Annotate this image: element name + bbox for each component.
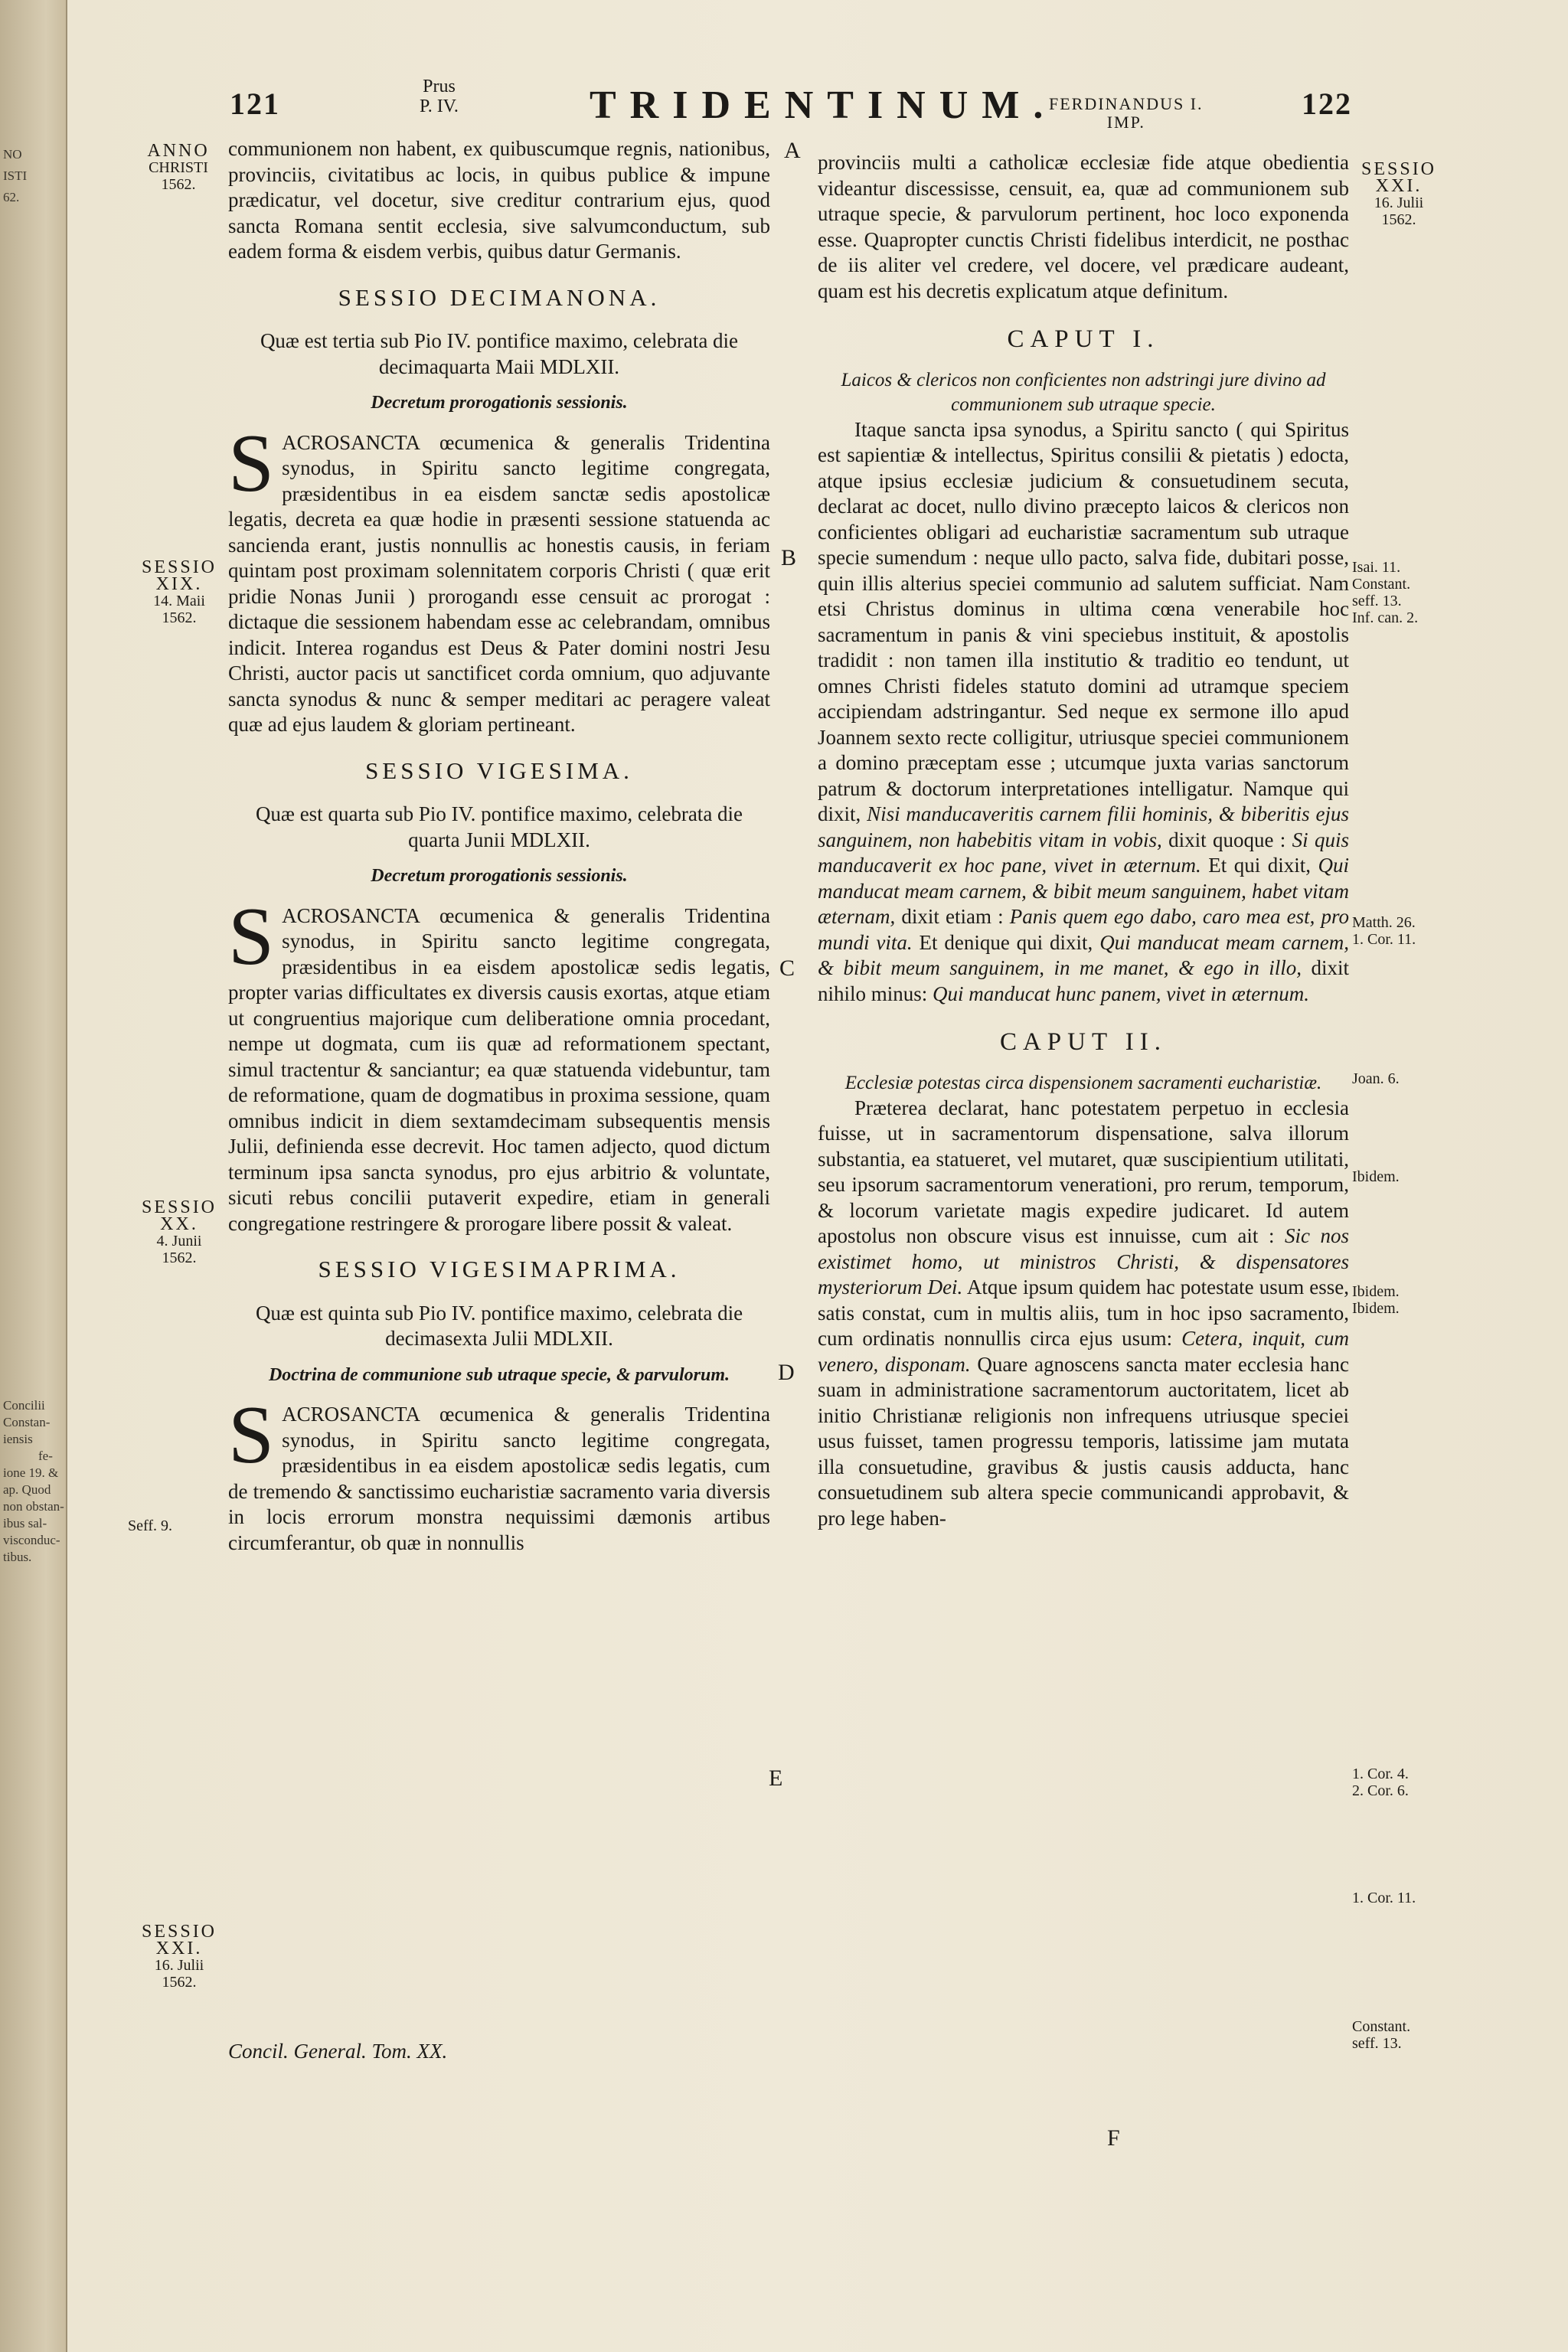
- note-line: Matth. 26.: [1352, 914, 1416, 931]
- note-line: XXI.: [1375, 176, 1423, 196]
- note-line: seff. 13.: [1352, 593, 1402, 609]
- session-19-body: ACROSANCTA œcumenica & generalis Tridentina synodus, in Spiritu sancto legitime congregata, præsidentibus in ea eisdem sanctæ sedis apostolicæ legatis, decreta ea quæ hodie in præsenti sessione statuenda ac sancienda erant, justis nonnullis ac honestis causis, in feriam quintam post proximam solennitatem corporis Christi ( quæ erit pridie Nonas Junii ) prorogandı esse censuit ac prorogat : dictaque die sessionem habendam esse ac celebrandam, omnibus indicit. Interea rogandus est Deus & Pater domini nostri Jesu Christi, auctor pacis ut sanctificet corda omnium, quo adjuvante sancta synodus & nunc & semper meditari ac peragere valeat quæ ad ejus laudem & gloriam pertineant.: [228, 430, 770, 736]
- session-19-text: [228, 417, 770, 738]
- note-line: ANNO: [147, 141, 210, 161]
- scripture-quote: Si quis manducaverit ex hoc pane, vivet in æternum.: [818, 828, 1350, 877]
- session-21-body: ACROSANCTA œcumenica & generalis Tridentina synodus, in Spiritu sancto legitime congregata, præsidentibus in ea eisdem apostolicæ sedis legatis, cum de tremendo & sanctissimo eucharistiæ sacramento varia diversis in locis errorum monstra nequissimi dæmonis artibus circumferantur, ob quæ in nonnullis: [228, 1403, 770, 1554]
- text-run: Et denique qui dixit,: [919, 930, 1093, 954]
- running-title: TRIDENTINUM.: [590, 83, 1057, 127]
- sessio-21-note: [132, 1923, 227, 1991]
- edge-text: 62.: [3, 190, 20, 204]
- edge-text: NO: [3, 147, 22, 162]
- ibidem-ref-note: Ibidem.: [1352, 1168, 1400, 1185]
- sess-9-note: Seff. 9.: [128, 1517, 172, 1534]
- ibidem-ref-note: [1352, 1283, 1444, 1317]
- note-line: XX.: [160, 1214, 198, 1234]
- scripture-quote: Cetera, inquit, cum venero, disponam.: [818, 1327, 1349, 1376]
- left-column: [228, 136, 770, 1556]
- edge-text: ibus sal-: [3, 1516, 47, 1530]
- session-19-decree-title: Decretum prorogationis sessionis.: [371, 393, 628, 413]
- section-letter-d: D: [778, 1360, 795, 1385]
- note-line: Ibidem.: [1352, 1283, 1400, 1300]
- joan-ref-note: Joan. 6.: [1352, 1070, 1400, 1087]
- text-run: Præterea declarat, hanc potestatem perpetuo in ecclesia fuisse, ut in sacramentorum dispensatione, salva illorum substantia, ea statueret, vel mutaret, quæ suscipientium utilitati, seu ipsorum sacramentorum venerationi, pro rerum, temporum, & locorum varietate magis expedire judicaret. Id autem apostolus non obscure visus est innuisse, cum ait :: [818, 1096, 1349, 1247]
- note-line: SESSIO: [141, 557, 217, 577]
- edge-text: visconduc-: [3, 1533, 60, 1547]
- right-running-sub: [1049, 95, 1204, 132]
- adjacent-page-edge: [0, 0, 67, 2352]
- note-line: 16. Julii: [1374, 194, 1424, 211]
- edge-text: ISTI: [3, 168, 28, 183]
- section-letter-b: B: [781, 545, 797, 570]
- edge-text: fe-: [38, 1449, 53, 1463]
- note-line: CHRISTI: [149, 159, 208, 176]
- section-letter-f: F: [1107, 2125, 1120, 2151]
- text-run: dixit nihilo minus:: [818, 956, 1350, 1005]
- note-line: 1562.: [161, 176, 196, 193]
- constant-ref-note: [1352, 2018, 1444, 2052]
- session-19-heading: SESSIO DECIMANONA.: [338, 283, 661, 311]
- note-line: Ibidem.: [1352, 1300, 1400, 1317]
- sessio-19-note: [132, 559, 227, 626]
- drop-cap: S: [228, 417, 275, 509]
- caput-1-text: [818, 417, 1349, 1008]
- edge-text: non obstan-: [3, 1499, 64, 1514]
- isai-ref-note: [1352, 559, 1444, 626]
- left-running-sub: [420, 77, 459, 116]
- caput-2-title: Ecclesiæ potestas circa dispensionem sacramenti eucharistiæ.: [844, 1072, 1322, 1093]
- right-intro-paragraph: provinciis multi a catholicæ ecclesiæ fide atque obedientia videantur discessisse, censuit, ea, quæ ad communionem sub utraque specie, & parvulorum pertinent, hoc loco exponenda esse. Quapropter cunctis Christi fidelibus interdicit, ne posthac de iis aliter vel credere, vel docere, vel prædicare audeant, quam est his decretis explicatum atque definitum.: [818, 151, 1349, 302]
- text-run: dixit etiam :: [901, 905, 1004, 928]
- section-letter-c: C: [779, 956, 795, 981]
- signature-line: Concil. General. Tom. XX.: [228, 2040, 448, 2063]
- text-run: dixit quoque :: [1168, 828, 1286, 851]
- left-sub-line: P. IV.: [420, 96, 459, 116]
- session-20-heading: SESSIO VIGESIMA.: [365, 756, 633, 784]
- session-21-subtitle: Quæ est quinta sub Pio IV. pontifice maximo, celebrata die decimasexta Julii MDLXII.: [255, 1301, 743, 1350]
- caput-1-title: Laicos & clericos non conficientes non adstringi jure divino ad communionem sub utraque specie.: [841, 369, 1326, 415]
- left-page-number: 121: [230, 87, 280, 121]
- caput-2-heading: CAPUT II.: [999, 1028, 1168, 1056]
- session-20-subtitle: Quæ est quarta sub Pio IV. pontifice maximo, celebrata die quarta Junii MDLXII.: [255, 802, 743, 851]
- cor-11-ref-note: 1. Cor. 11.: [1352, 1890, 1416, 1906]
- left-sub-line: Prus: [423, 77, 456, 96]
- text-run: Itaque sancta ipsa synodus, a Spiritu sancto ( qui Spiritus est sapientiæ & intellectus, Spiritus consilii & pietatis ) edocta, atque ipsius ecclesiæ judicium & consuetudinem secuta, declarat ac docet, nullo divino præcepto laicos & clericos non conficientes obligari ad eucharistiæ sacramentum sub utraque specie sumendum : neque ullo pacto, salva fide, dubitari posse, quin illis alterius speciei communio ad salutem sufficiat. Nam etsi Christus dominus in ultima cœna venerabile hoc sacramentum in panis & vini speciebus instituit, & apostolis tradidit : non tamen illa institutio & traditio eo tendunt, ut omnes Christi fideles statuto domini ad utramque speciem accipiendam adstringantur. Sed neque ex sermone illo apud Joannem sexto recte colligitur, utriusque speciei communionem a domino præceptam esse ; utcumque juxta varias sanctorum patrum & doctorum interpretationes intelligatur. Namque qui dixit,: [818, 417, 1349, 825]
- matth-ref-note: [1352, 914, 1444, 948]
- section-letter-a: A: [784, 138, 801, 163]
- text-run: Quare agnoscens sancta mater ecclesia hanc suam in administratione sacramentorum auctoritatem, licet ab initio Christianæ religionis non infrequens utriusque speciei usus fuisset, tamen progressu temporis, latissime jam mutata illa consuetudine, gravibus & justis causis adducta, hanc consuetudinem sub altera specie communicandi approbavit, & pro lege haben-: [818, 1352, 1350, 1530]
- session-20-body: ACROSANCTA œcumenica & generalis Tridentina synodus, in Spiritu sancto legitime congregata, præsidentibus in ea eisdem apostolicæ sedis legatis, propter varias difficultates ex diversis causis exortas, atque etiam ut congruentius majorique cum deliberatione omnia procedant, nempe ut dogmata, cum iis quæ ad reformationem spectant, simul tractentur & sanciantur; ea quæ statuenda videbuntur, tam de reformatione, quam de dogmatibus in proxima sessione, quam omnibus indicit in diem sextamdecimam subsequentis mensis Julii, definienda esse decrevit. Hoc tamen adjecto, quod dictum terminum ipsa sancta synodus, pro ejus arbitrio & voluntate, sicuti rebus concilii putaverit expedire, etiam in generali congregatione restringere & prorogare libere possit & valeat.: [228, 903, 770, 1235]
- right-column: [818, 150, 1349, 1531]
- text-run: Et qui dixit,: [1208, 854, 1312, 877]
- note-line: 1. Cor. 4.: [1352, 1766, 1409, 1782]
- note-line: SESSIO: [1361, 159, 1437, 179]
- note-line: Constant.: [1352, 2018, 1411, 2035]
- scripture-quote: Qui manducat meam carnem, & bibit meum sanguinem, in me manet, & ego in illo,: [818, 930, 1349, 979]
- caput-1-heading: CAPUT I.: [1007, 325, 1160, 353]
- note-line: 1. Cor. 11.: [1352, 931, 1416, 948]
- session-21-doctrine-title: Doctrina de communione sub utraque specie, & parvulorum.: [268, 1364, 730, 1385]
- section-letter-e: E: [769, 1766, 783, 1791]
- drop-cap: S: [228, 1390, 275, 1481]
- note-line: Inf. can. 2.: [1352, 609, 1419, 626]
- scripture-quote: Qui manducat meam carnem, & bibit meum sanguinem, habet vitam æternam,: [818, 854, 1350, 928]
- note-line: XXI.: [155, 1939, 203, 1958]
- note-line: 1562.: [1381, 211, 1416, 228]
- cor-ref-note: [1352, 1766, 1444, 1799]
- session-20-decree-title: Decretum prorogationis sessionis.: [371, 866, 628, 886]
- right-sub-line: IMP.: [1106, 113, 1145, 132]
- sessio-20-note: [132, 1199, 227, 1266]
- caput-2-text: [818, 1096, 1349, 1532]
- session-21-text: [228, 1390, 770, 1556]
- right-sessio-21-note: [1357, 161, 1441, 228]
- scripture-quote: Nisi manducaveritis carnem filii hominis, & biberitis ejus sanguinem, non habebitis vitam in vobis,: [818, 802, 1349, 851]
- edge-text: Concilii: [3, 1398, 45, 1413]
- edge-text: iensis: [3, 1432, 33, 1446]
- note-line: 14. Maii: [153, 593, 205, 609]
- note-line: 1562.: [162, 1974, 197, 1991]
- anno-christi-note: [136, 142, 220, 193]
- note-line: SESSIO: [141, 1197, 217, 1217]
- note-line: seff. 13.: [1352, 2035, 1402, 2052]
- note-line: 16. Julii: [154, 1957, 204, 1974]
- right-page-number: 122: [1302, 87, 1352, 121]
- note-line: 2. Cor. 6.: [1352, 1782, 1409, 1799]
- left-intro-paragraph: communionem non habent, ex quibuscumque regnis, nationibus, provinciis, civitatibus ac locis, in quibus publice & impune prædicatur, vel docetur, sive creditur contrarium ejus, quod sancta Romana sentit ecclesia, sive salvumconductum, sub eadem forma & eisdem verbis, quibus datur Germanis.: [228, 137, 770, 263]
- drop-cap: S: [228, 890, 275, 982]
- session-19-subtitle: Quæ est tertia sub Pio IV. pontifice maximo, celebrata die decimaquarta Maii MDLXII.: [260, 329, 739, 378]
- note-line: 1562.: [162, 609, 197, 626]
- note-line: 4. Junii: [156, 1233, 202, 1250]
- note-line: XIX.: [155, 574, 203, 594]
- note-line: Constant.: [1352, 576, 1411, 593]
- right-sub-line: FERDINANDUS I.: [1049, 94, 1204, 113]
- edge-text: ap. Quod: [3, 1482, 51, 1497]
- note-line: 1562.: [162, 1250, 197, 1266]
- text-run: Atque ipsum quidem hac potestate usum esse, satis constat, cum in multis aliis, tum in hoc ipso sacramento, cum ordinatis nonnullis circa ejus usum:: [818, 1276, 1350, 1350]
- note-line: Isai. 11.: [1352, 559, 1401, 576]
- session-20-text: [228, 890, 770, 1237]
- session-21-heading: SESSIO VIGESIMAPRIMA.: [318, 1256, 681, 1282]
- note-line: SESSIO: [141, 1922, 217, 1942]
- edge-text: tibus.: [3, 1550, 32, 1564]
- scripture-quote: Panis quem ego dabo, caro mea est, pro mundi vita.: [818, 905, 1350, 954]
- edge-text: ione 19. &: [3, 1465, 59, 1480]
- scripture-quote: Sic nos existimet homo, ut ministros Christi, & dispensatores mysteriorum Dei.: [818, 1224, 1350, 1298]
- edge-text: Constan-: [3, 1415, 51, 1429]
- scripture-quote: Qui manducat hunc panem, vivet in æternum.: [933, 982, 1309, 1005]
